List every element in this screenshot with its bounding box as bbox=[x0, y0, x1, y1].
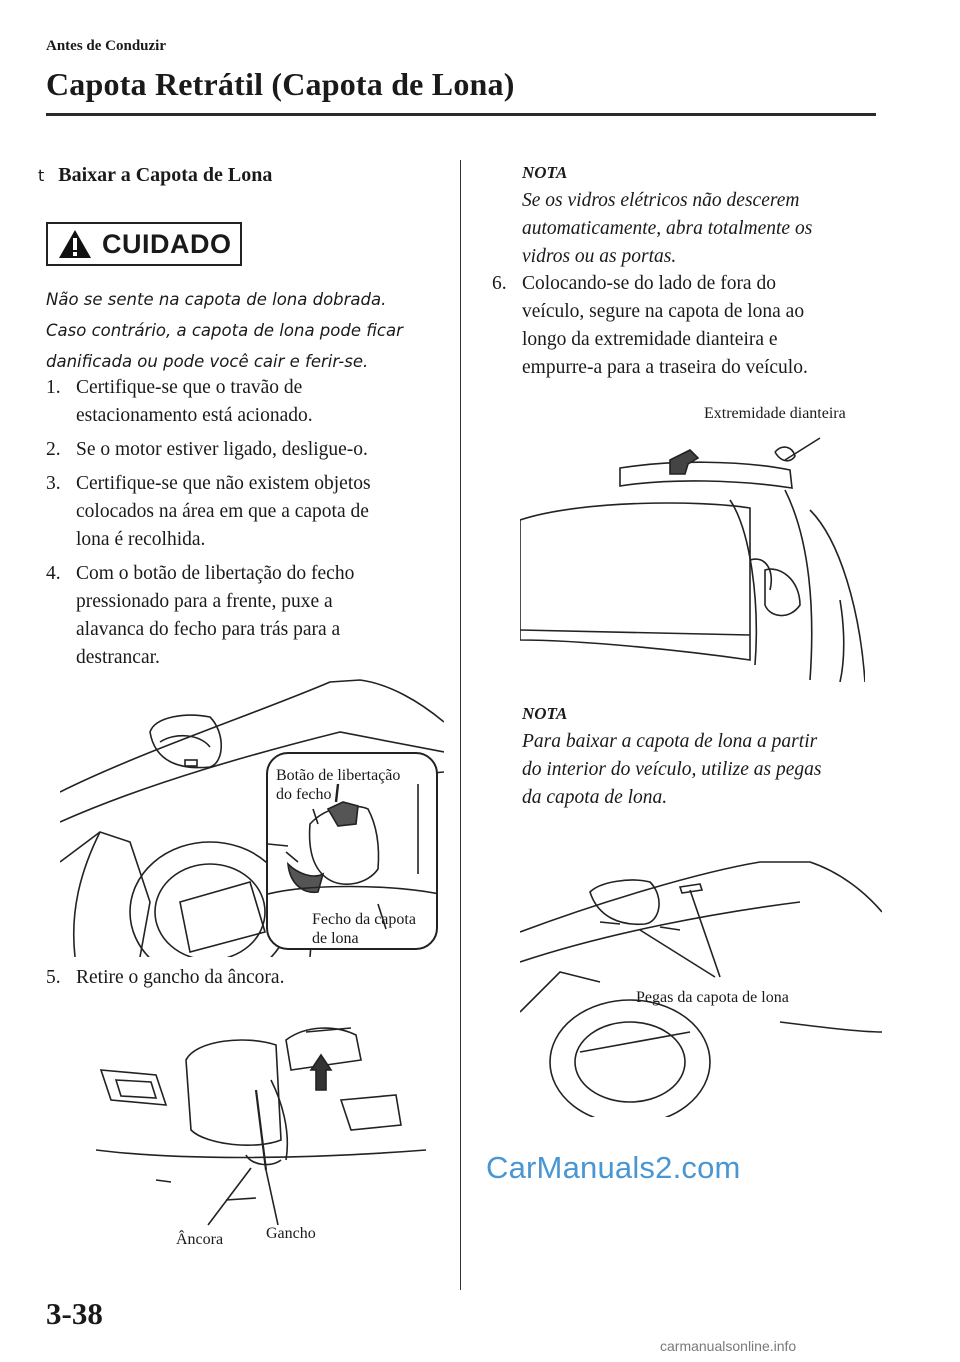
caution-text bbox=[46, 284, 446, 377]
step-5: 5. Retire o gancho da âncora. bbox=[46, 967, 285, 988]
caution-box bbox=[46, 222, 242, 266]
section-label: Antes de Conduzir bbox=[46, 38, 167, 54]
latch-label: Fecho da capota de lona bbox=[312, 911, 416, 947]
warning-triangle-icon bbox=[58, 229, 92, 259]
watermark-text: CarManuals2.com bbox=[486, 1150, 741, 1185]
step-6: 6. Colocando-se do lado de fora do veículo, segure na capota de lona ao longo da extremidade dianteira e empurre-a para a traseira do veículo. bbox=[492, 273, 808, 378]
release-button-label: Botão de libertação do fecho bbox=[276, 767, 401, 803]
steps-list bbox=[46, 374, 446, 672]
column-divider bbox=[460, 160, 461, 1290]
page-number: 3-38 bbox=[46, 1296, 103, 1331]
latch-closeup-callout bbox=[266, 752, 438, 950]
header-divider bbox=[46, 113, 876, 116]
caution-line: Não se sente na capota de lona dobrada. bbox=[46, 290, 387, 309]
note-1-heading: NOTA bbox=[522, 163, 568, 182]
step-4: 4. Com o botão de libertação do fecho pressionado para a frente, puxe a alavanca do fecho para trás para a destrancar. bbox=[46, 563, 355, 668]
heading-text: Baixar a Capota de Lona bbox=[58, 164, 273, 186]
note-2-heading: NOTA bbox=[522, 704, 568, 723]
note-2 bbox=[522, 704, 822, 812]
caution-label: CUIDADO bbox=[102, 228, 232, 259]
step-2: 2. Se o motor estiver ligado, desligue-o. bbox=[46, 439, 368, 460]
top-handles-illustration bbox=[520, 852, 882, 1117]
heading-bullet: t bbox=[38, 166, 45, 185]
handles-label: Pegas da capota de lona bbox=[636, 989, 789, 1006]
footer-site-text: carmanualsonline.info bbox=[660, 1338, 797, 1354]
page-title: Capota Retrátil (Capota de Lona) bbox=[46, 66, 515, 102]
convertible-top-illustration bbox=[520, 430, 865, 682]
note-1-body: Se os vidros elétricos não descerem automaticamente, abra totalmente os vidros ou as portas. bbox=[522, 190, 813, 267]
hook-anchor-illustration bbox=[96, 1020, 426, 1230]
hook-label: Gancho bbox=[266, 1225, 316, 1242]
step-1: 1. Certifique-se que o travão de estacionamento está acionado. bbox=[46, 377, 313, 426]
section-heading bbox=[38, 164, 272, 187]
note-1 bbox=[522, 163, 812, 271]
note-2-body: Para baixar a capota de lona a partir do interior do veículo, utilize as pegas da capota de lona. bbox=[522, 731, 822, 808]
caution-line: Caso contrário, a capota de lona pode ficar bbox=[46, 321, 403, 340]
anchor-label: Âncora bbox=[176, 1231, 224, 1248]
step-3: 3. Certifique-se que não existem objetos colocados na área em que a capota de lona é recolhida. bbox=[46, 473, 371, 550]
front-edge-label: Extremidade dianteira bbox=[704, 405, 846, 422]
caution-line: danificada ou pode você cair e ferir-se. bbox=[46, 352, 369, 371]
